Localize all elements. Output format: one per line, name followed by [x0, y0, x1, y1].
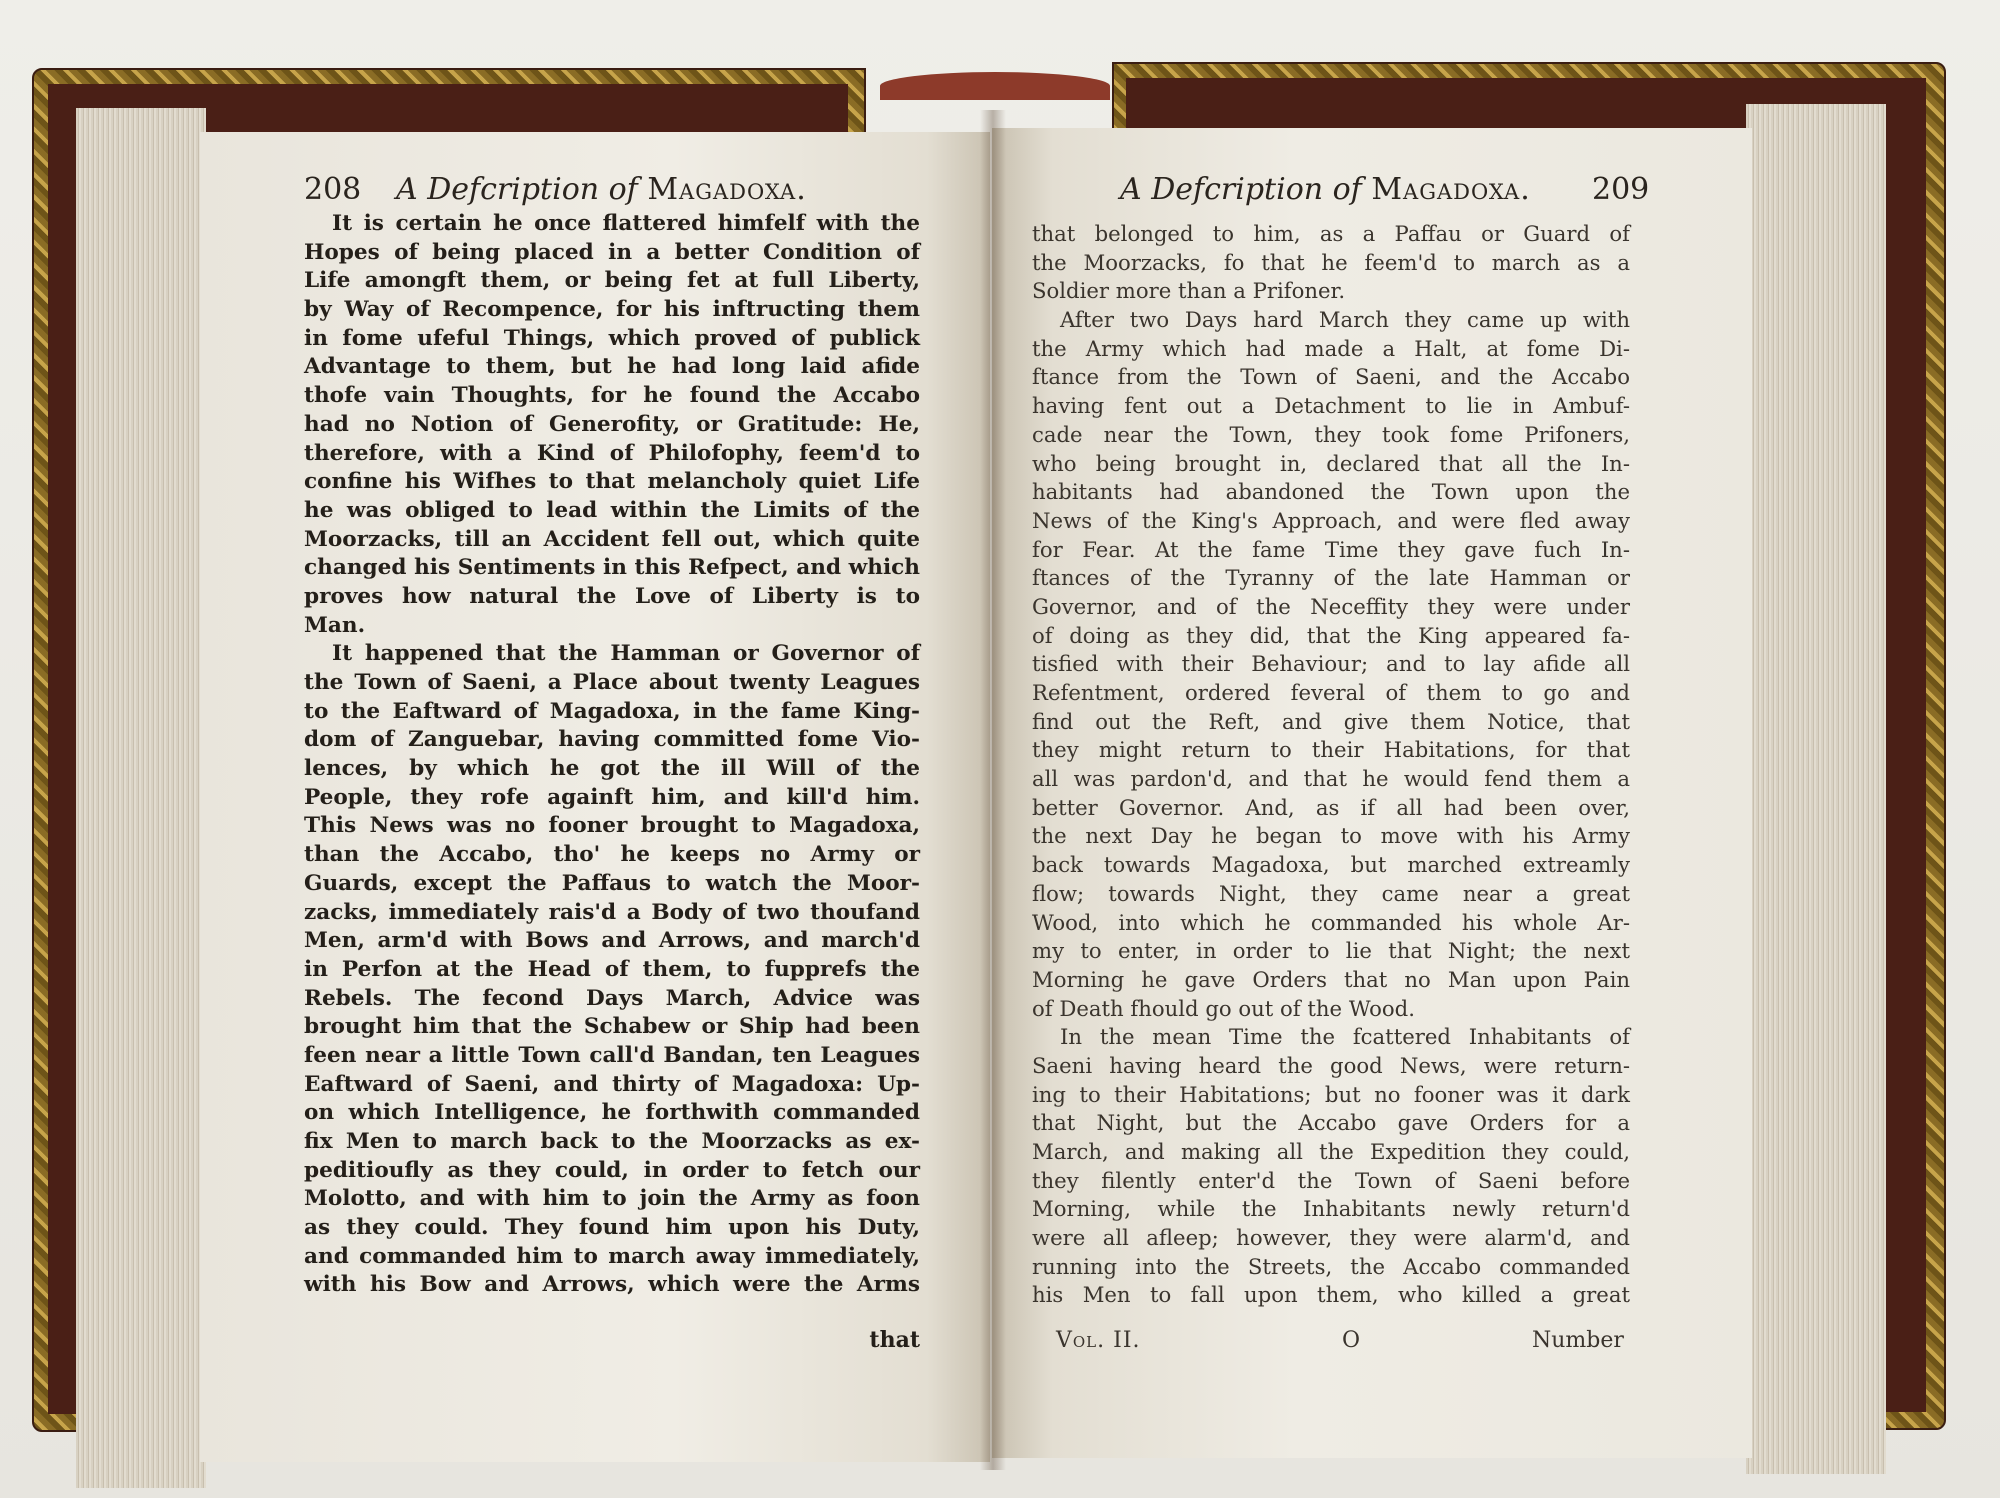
- right-page-line: News of the King's Approach, and were fled away: [1032, 507, 1630, 533]
- right-page-line: they might return to their Habitations, for that: [1032, 737, 1630, 763]
- right-running-head-name: Magadoxa.: [1371, 172, 1531, 207]
- left-page-line: brought him that the Schabew or Ship had been: [304, 1014, 920, 1040]
- left-page-line: in Perfon at the Head of them, to fupprefs the: [304, 956, 920, 982]
- right-page-line: back towards Magadoxa, but marched extreamly: [1032, 852, 1630, 878]
- right-catchword: Number: [1532, 1328, 1624, 1353]
- left-page-number: 208: [304, 172, 362, 207]
- right-page-line: Soldier more than a Prifoner.: [1032, 278, 1346, 304]
- left-page-line: Men, arm'd with Bows and Arrows, and march'd: [304, 928, 920, 954]
- right-page-line: of doing as they did, that the King appeared fa-: [1032, 622, 1630, 648]
- left-page-line: Rebels. The fecond Days March, Advice was: [304, 985, 920, 1011]
- left-running-head-prefix: A Defcription of: [396, 172, 638, 207]
- right-page-line: After two Days hard March they came up with: [1060, 307, 1630, 333]
- right-page-line: better Governor. And, as if all had been over,: [1032, 794, 1630, 820]
- right-page-line: cade near the Town, they took fome Prifoners,: [1032, 421, 1630, 447]
- left-page-line: the Town of Saeni, a Place about twenty Leagues: [304, 670, 920, 695]
- right-page-line: the Moorzacks, fo that he feem'd to march as a: [1032, 249, 1630, 275]
- left-page-line: dom of Zanguebar, having committed fome Vio-: [304, 727, 920, 753]
- right-page-line: ing to their Habitations; but no fooner was it dark: [1032, 1081, 1630, 1107]
- left-page-line: It happened that the Hamman or Governor of: [332, 641, 920, 667]
- right-page-line: all was pardon'd, and that he would fend them a: [1032, 766, 1630, 792]
- left-page-line: Moorzacks, till an Accident fell out, which quite: [304, 526, 920, 552]
- left-running-head: [396, 172, 807, 207]
- left-page-line: he was obliged to lead within the Limits of the: [304, 497, 920, 523]
- left-page-line: fix Men to march back to the Moorzacks as ex-: [304, 1129, 920, 1154]
- left-page-line: Man.: [304, 612, 366, 638]
- left-page-line: than the Accabo, tho' he keeps no Army or: [304, 842, 920, 868]
- left-page-line: It is certain he once flattered himfelf with the: [332, 211, 920, 236]
- left-page-line: zacks, immediately rais'd a Body of two thoufand: [304, 899, 920, 925]
- left-page-line: confine his Wifhes to that melancholy quiet Life: [304, 469, 920, 495]
- right-page-line: ftance from the Town of Saeni, and the Accabo: [1032, 364, 1630, 390]
- right-page-line: find out the Reft, and give them Notice, that: [1032, 708, 1630, 734]
- right-page-line: who being brought in, declared that all the In-: [1032, 450, 1630, 476]
- left-page-text: [304, 210, 920, 1300]
- left-page-line: peditioufly as they could, in order to fetch our: [304, 1157, 920, 1183]
- left-page-line: Life amongft them, or being fet at full Liberty,: [304, 268, 920, 294]
- right-page-line: flow; towards Night, they came near a great: [1032, 880, 1630, 906]
- right-page-line: tisfied with their Behaviour; and to lay afide all: [1032, 651, 1630, 677]
- right-page-line: were all afleep; however, they were alarm'd, and: [1032, 1225, 1630, 1251]
- right-page-line: my to enter, in order to lie that Night; the next: [1032, 938, 1630, 964]
- right-page-line: Refentment, ordered feveral of them to go and: [1032, 680, 1630, 705]
- left-page-line: lences, by which he got the ill Will of the: [304, 756, 920, 782]
- right-page-line: In the mean Time the fcattered Inhabitants of: [1060, 1024, 1630, 1050]
- left-page-line: Guards, except the Paffaus to watch the Moor-: [304, 870, 920, 896]
- gutter-shadow: [980, 110, 1006, 1470]
- right-page-edges: [1746, 104, 1886, 1474]
- footer-volume: Vol. II.: [1056, 1328, 1141, 1353]
- left-page-line: feen near a little Town call'd Bandan, ten Leagues: [304, 1042, 920, 1068]
- right-page: [992, 128, 1752, 1458]
- left-page-line: This News was no fooner brought to Magadoxa,: [304, 813, 920, 839]
- right-page-line: that Night, but the Accabo gave Orders for a: [1032, 1110, 1630, 1136]
- left-catchword: that: [869, 1327, 920, 1353]
- left-page-line: to the Eaftward of Magadoxa, in the fame King-: [304, 698, 920, 724]
- left-page-line: People, they rofe againft him, and kill'd him.: [304, 784, 920, 810]
- left-page-line: Eaftward of Saeni, and thirty of Magadoxa: Up-: [304, 1071, 920, 1097]
- left-page-line: on which Intelligence, he forthwith commanded: [304, 1100, 920, 1126]
- right-page-line: Morning, while the Inhabitants newly return'd: [1032, 1196, 1630, 1222]
- right-page-line: the next Day he began to move with his Army: [1032, 823, 1630, 849]
- left-page-edges: [76, 108, 206, 1488]
- right-page-line: Governor, and of the Neceffity they were under: [1032, 593, 1630, 619]
- left-page-line: by Way of Recompence, for his inftructing them: [304, 297, 920, 323]
- left-page-line: with his Bow and Arrows, which were the Arms: [304, 1272, 920, 1298]
- left-page-line: Hopes of being placed in a better Condition of: [304, 239, 920, 265]
- spine-headband: [880, 72, 1110, 100]
- left-page-line: and commanded him to march away immediately,: [304, 1243, 920, 1269]
- left-page-line: Molotto, and with him to join the Army as foon: [304, 1186, 920, 1212]
- left-page-line: therefore, with a Kind of Philofophy, feem'd to: [304, 440, 920, 466]
- left-page-line: as they could. They found him upon his Duty,: [304, 1215, 920, 1241]
- right-page-line: having fent out a Detachment to lie in Ambuf-: [1032, 393, 1630, 419]
- right-page-text: [1032, 220, 1630, 1310]
- right-page-line: for Fear. At the fame Time they gave fuch In-: [1032, 536, 1630, 562]
- right-page-line: the Army which had made a Halt, at fome Di-: [1032, 335, 1630, 361]
- right-page-line: his Men to fall upon them, who killed a great: [1032, 1282, 1630, 1308]
- right-running-head: [1120, 172, 1531, 207]
- left-page: [200, 132, 990, 1462]
- right-page-line: they filently enter'd the Town of Saeni before: [1032, 1167, 1630, 1193]
- right-page-line: ftances of the Tyranny of the late Hamman or: [1032, 565, 1630, 591]
- right-page-line: March, and making all the Expedition they could,: [1032, 1139, 1630, 1164]
- right-page-line: Saeni having heard the good News, were return-: [1032, 1052, 1630, 1078]
- left-running-head-name: Magadoxa.: [647, 172, 807, 207]
- left-page-line: in fome ufeful Things, which proved of publick: [304, 325, 920, 351]
- left-page-line: Advantage to them, but he had long laid afide: [304, 354, 920, 380]
- right-page-line: of Death fhould go out of the Wood.: [1032, 995, 1415, 1021]
- right-page-line: that belonged to him, as a Paffau or Guard of: [1032, 221, 1630, 246]
- left-page-line: changed his Sentiments in this Refpect, and which: [304, 555, 920, 581]
- right-page-line: habitants had abandoned the Town upon the: [1032, 479, 1630, 505]
- right-page-line: running into the Streets, the Accabo commanded: [1032, 1253, 1630, 1279]
- right-page-line: Wood, into which he commanded his whole Ar-: [1032, 909, 1630, 935]
- left-page-line: thofe vain Thoughts, for he found the Accabo: [304, 383, 920, 409]
- right-page-line: Morning he gave Orders that no Man upon Pain: [1032, 966, 1630, 992]
- right-page-number: 209: [1592, 172, 1650, 207]
- right-running-head-prefix: A Defcription of: [1120, 172, 1362, 207]
- footer-signature: O: [1342, 1328, 1361, 1353]
- left-page-line: had no Notion of Generofity, or Gratitude: He,: [304, 411, 920, 437]
- left-page-line: proves how natural the Love of Liberty is to: [304, 583, 920, 609]
